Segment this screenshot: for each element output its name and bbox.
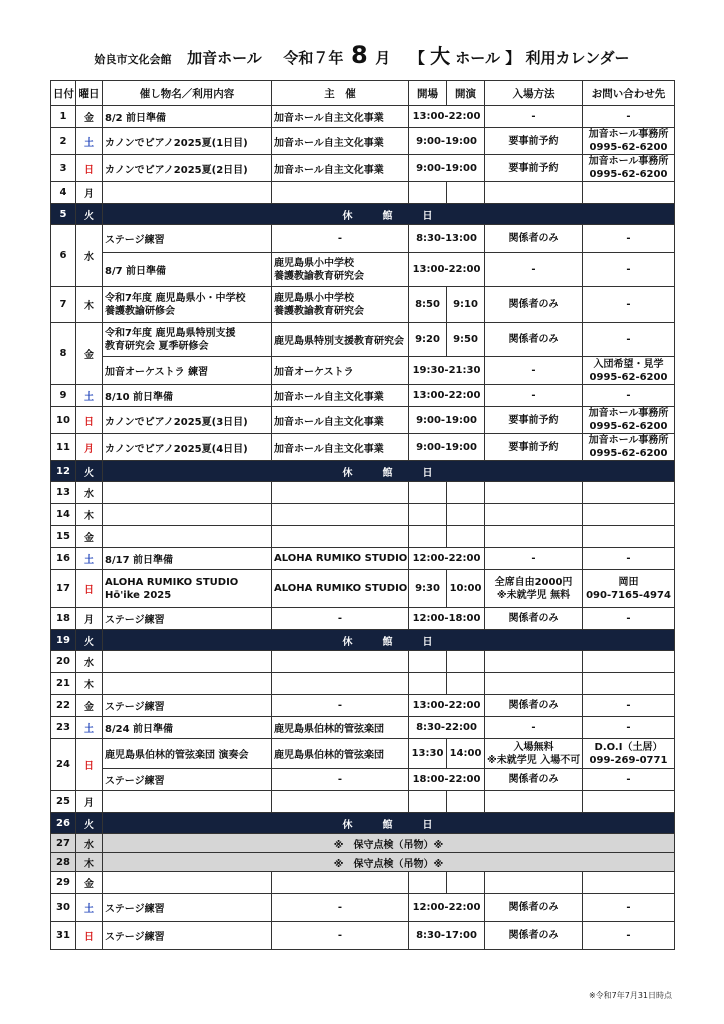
closed-label-char: 館: [382, 467, 395, 479]
admission: 関係者のみ: [485, 608, 583, 630]
event-name: [103, 182, 272, 204]
table-row: [51, 739, 675, 769]
title-calendar: 利用カレンダー: [525, 49, 630, 67]
title-hall-type: [409, 44, 630, 68]
event-name: 8/17 前日準備: [103, 548, 272, 570]
header-start: 開演: [447, 81, 485, 106]
contact: -: [583, 695, 675, 717]
host-name: 加音ホール自主文化事業: [272, 407, 409, 434]
time-range: 13:00-22:00: [409, 253, 485, 287]
table-row: [51, 695, 675, 717]
event-name: 令和7年度 鹿児島県小・中学校 養護教諭研修会: [103, 287, 272, 323]
event-name: ステージ練習: [103, 608, 272, 630]
start-time: [447, 504, 485, 526]
weekday: 火: [76, 813, 103, 834]
weekday: 土: [76, 894, 103, 922]
contact: [583, 526, 675, 548]
event-name: ステージ練習: [103, 225, 272, 253]
title-bracket-close: 】: [505, 49, 521, 67]
time-range: 13:00-22:00: [409, 695, 485, 717]
event-name: 8/7 前日準備: [103, 253, 272, 287]
weekday: 金: [76, 323, 103, 385]
closed-day-row: [51, 630, 675, 651]
host-name: 加音ホール自主文化事業: [272, 434, 409, 461]
day-number: 18: [51, 608, 76, 630]
contact: -: [583, 253, 675, 287]
weekday: 水: [76, 834, 103, 853]
table-row: [51, 769, 675, 791]
title-bracket-open: 【: [409, 49, 425, 67]
weekday: 日: [76, 739, 103, 791]
host-name: -: [272, 769, 409, 791]
contact: 加音ホール事務所 0995-62-6200: [583, 155, 675, 182]
contact: -: [583, 323, 675, 357]
admission: 関係者のみ: [485, 695, 583, 717]
table-row: [51, 673, 675, 695]
host-name: 加音ホール自主文化事業: [272, 155, 409, 182]
admission: 関係者のみ: [485, 922, 583, 950]
day-number: 23: [51, 717, 76, 739]
header-admission: 入場方法: [485, 81, 583, 106]
start-time: [447, 526, 485, 548]
day-number: 14: [51, 504, 76, 526]
event-name: ALOHA RUMIKO STUDIO Hō'ike 2025: [103, 570, 272, 608]
admission: 全席自由2000円 ※未就学児 無料: [485, 570, 583, 608]
time-range: 9:00-19:00: [409, 407, 485, 434]
closed-day-row: [51, 813, 675, 834]
event-name: ステージ練習: [103, 922, 272, 950]
table-row: [51, 651, 675, 673]
open-time: [409, 526, 447, 548]
time-range: 9:00-19:00: [409, 434, 485, 461]
table-row: [51, 922, 675, 950]
time-range: 19:30-21:30: [409, 357, 485, 385]
header-contact: お問い合わせ先: [583, 81, 675, 106]
admission: [485, 791, 583, 813]
start-time: [447, 651, 485, 673]
closed-label: [103, 813, 675, 834]
event-name: ステージ練習: [103, 894, 272, 922]
table-row: [51, 482, 675, 504]
admission: -: [485, 357, 583, 385]
calendar-body: [51, 106, 675, 950]
event-name: [103, 526, 272, 548]
contact: [583, 791, 675, 813]
header-host: 主 催: [272, 81, 409, 106]
admission: 要事前予約: [485, 434, 583, 461]
contact: -: [583, 894, 675, 922]
admission: -: [485, 548, 583, 570]
admission: 関係者のみ: [485, 225, 583, 253]
open-time: [409, 482, 447, 504]
table-row: [51, 182, 675, 204]
maintenance-label: ※ 保守点検（吊物）※: [103, 834, 675, 853]
admission: [485, 651, 583, 673]
weekday: 金: [76, 106, 103, 128]
event-name: 8/24 前日準備: [103, 717, 272, 739]
day-number: 29: [51, 872, 76, 894]
weekday: 木: [76, 673, 103, 695]
weekday: 月: [76, 608, 103, 630]
maintenance-row: [51, 834, 675, 853]
admission: 関係者のみ: [485, 323, 583, 357]
event-name: [103, 872, 272, 894]
closed-label-char: 館: [382, 636, 395, 648]
header-day: 日付: [51, 81, 76, 106]
admission: -: [485, 253, 583, 287]
table-row: [51, 872, 675, 894]
header-event: 催し物名／利用内容: [103, 81, 272, 106]
title-org: 姶良市文化会館: [94, 53, 172, 66]
host-name: [272, 651, 409, 673]
day-number: 12: [51, 461, 76, 482]
host-name: [272, 504, 409, 526]
closed-label-char: 館: [382, 210, 395, 222]
day-number: 2: [51, 128, 76, 155]
day-number: 13: [51, 482, 76, 504]
event-name: [103, 504, 272, 526]
event-name: [103, 651, 272, 673]
table-row: [51, 385, 675, 407]
weekday: 火: [76, 461, 103, 482]
table-row: [51, 128, 675, 155]
closed-label-char: 日: [422, 210, 435, 222]
closed-label-char: 館: [382, 819, 395, 831]
host-name: 鹿児島県小中学校 養護教諭教育研究会: [272, 287, 409, 323]
day-number: 9: [51, 385, 76, 407]
closed-label-char: 休: [342, 210, 355, 222]
open-time: [409, 791, 447, 813]
start-time: [447, 182, 485, 204]
closed-label-char: 休: [342, 819, 355, 831]
weekday: 土: [76, 717, 103, 739]
host-name: -: [272, 225, 409, 253]
time-range: 13:00-22:00: [409, 106, 485, 128]
admission: [485, 526, 583, 548]
table-row: [51, 155, 675, 182]
time-range: 13:00-22:00: [409, 385, 485, 407]
open-time: 8:50: [409, 287, 447, 323]
open-time: [409, 182, 447, 204]
day-number: 1: [51, 106, 76, 128]
start-time: 14:00: [447, 739, 485, 769]
admission: 入場無料 ※未就学児 入場不可: [485, 739, 583, 769]
day-number: 4: [51, 182, 76, 204]
day-number: 26: [51, 813, 76, 834]
day-number: 22: [51, 695, 76, 717]
time-range: 18:00-22:00: [409, 769, 485, 791]
time-range: 9:00-19:00: [409, 155, 485, 182]
weekday: 土: [76, 128, 103, 155]
weekday: 日: [76, 407, 103, 434]
table-row: [51, 225, 675, 253]
host-name: ALOHA RUMIKO STUDIO: [272, 570, 409, 608]
day-number: 15: [51, 526, 76, 548]
title-hall: 加音ホール: [187, 49, 262, 67]
contact: 加音ホール事務所 0995-62-6200: [583, 434, 675, 461]
time-range: 12:00-22:00: [409, 548, 485, 570]
day-number: 30: [51, 894, 76, 922]
footnote: ※令和7年7月31日時点: [588, 991, 672, 1000]
event-name: カノンでピアノ2025夏(1日目): [103, 128, 272, 155]
table-row: [51, 526, 675, 548]
closed-label-char: 日: [422, 819, 435, 831]
table-row: [51, 608, 675, 630]
contact: 入団希望・見学 0995-62-6200: [583, 357, 675, 385]
host-name: [272, 526, 409, 548]
host-name: 加音ホール自主文化事業: [272, 128, 409, 155]
table-row: [51, 717, 675, 739]
day-number: 10: [51, 407, 76, 434]
time-range: 8:30-22:00: [409, 717, 485, 739]
weekday: 日: [76, 922, 103, 950]
host-name: 加音オーケストラ: [272, 357, 409, 385]
table-row: [51, 894, 675, 922]
weekday: 月: [76, 791, 103, 813]
day-number: 19: [51, 630, 76, 651]
host-name: -: [272, 608, 409, 630]
day-number: 8: [51, 323, 76, 385]
admission: [485, 673, 583, 695]
time-range: 8:30-13:00: [409, 225, 485, 253]
host-name: [272, 673, 409, 695]
title-month-suffix: 月: [375, 49, 391, 67]
host-name: 加音ホール自主文化事業: [272, 385, 409, 407]
closed-label: [103, 461, 675, 482]
event-name: ステージ練習: [103, 695, 272, 717]
admission: 関係者のみ: [485, 287, 583, 323]
event-name: 令和7年度 鹿児島県特別支援 教育研究会 夏季研修会: [103, 323, 272, 357]
start-time: [447, 791, 485, 813]
admission: -: [485, 717, 583, 739]
contact: [583, 651, 675, 673]
day-number: 7: [51, 287, 76, 323]
header-weekday: 曜日: [76, 81, 103, 106]
weekday: 木: [76, 853, 103, 872]
closed-label: [103, 630, 675, 651]
closed-label-char: 日: [422, 467, 435, 479]
open-time: [409, 651, 447, 673]
contact: -: [583, 608, 675, 630]
time-range: 12:00-18:00: [409, 608, 485, 630]
day-number: 11: [51, 434, 76, 461]
title-era: 令和７年: [283, 49, 344, 67]
contact: -: [583, 106, 675, 128]
admission: 要事前予約: [485, 128, 583, 155]
weekday: 木: [76, 287, 103, 323]
closed-label-char: 休: [342, 636, 355, 648]
event-name: [103, 791, 272, 813]
contact: D.O.I（土居） 099-269-0771: [583, 739, 675, 769]
contact: [583, 872, 675, 894]
start-time: 9:10: [447, 287, 485, 323]
event-name: カノンでピアノ2025夏(4日目): [103, 434, 272, 461]
day-number: 17: [51, 570, 76, 608]
host-name: 加音ホール自主文化事業: [272, 106, 409, 128]
weekday: 月: [76, 434, 103, 461]
weekday: 水: [76, 225, 103, 287]
host-name: 鹿児島県伯林的管弦楽団: [272, 717, 409, 739]
contact: -: [583, 287, 675, 323]
admission: [485, 504, 583, 526]
contact: -: [583, 548, 675, 570]
weekday: 木: [76, 504, 103, 526]
host-name: -: [272, 695, 409, 717]
contact: -: [583, 385, 675, 407]
table-row: [51, 287, 675, 323]
event-name: [103, 482, 272, 504]
day-number: 5: [51, 204, 76, 225]
host-name: [272, 872, 409, 894]
admission: 要事前予約: [485, 407, 583, 434]
time-range: 8:30-17:00: [409, 922, 485, 950]
day-number: 16: [51, 548, 76, 570]
admission: [485, 872, 583, 894]
table-row: [51, 570, 675, 608]
host-name: [272, 182, 409, 204]
host-name: [272, 791, 409, 813]
weekday: 火: [76, 204, 103, 225]
closed-label-char: 日: [422, 636, 435, 648]
weekday: 土: [76, 548, 103, 570]
title-dai: 大: [430, 44, 451, 68]
event-name: 鹿児島県伯林的管弦楽団 演奏会: [103, 739, 272, 769]
contact: -: [583, 717, 675, 739]
event-name: ステージ練習: [103, 769, 272, 791]
host-name: [272, 482, 409, 504]
event-name: [103, 673, 272, 695]
weekday: 水: [76, 482, 103, 504]
table-row: [51, 323, 675, 357]
start-time: 9:50: [447, 323, 485, 357]
start-time: [447, 482, 485, 504]
day-number: 27: [51, 834, 76, 853]
day-number: 21: [51, 673, 76, 695]
table-row: [51, 357, 675, 385]
time-range: 9:00-19:00: [409, 128, 485, 155]
event-name: 8/2 前日準備: [103, 106, 272, 128]
host-name: ALOHA RUMIKO STUDIO: [272, 548, 409, 570]
weekday: 土: [76, 385, 103, 407]
contact: 加音ホール事務所 0995-62-6200: [583, 128, 675, 155]
table-row: [51, 791, 675, 813]
open-time: 13:30: [409, 739, 447, 769]
day-number: 25: [51, 791, 76, 813]
day-number: 28: [51, 853, 76, 872]
table-row: [51, 106, 675, 128]
event-name: 加音オーケストラ 練習: [103, 357, 272, 385]
weekday: 金: [76, 526, 103, 548]
day-number: 31: [51, 922, 76, 950]
table-row: [51, 253, 675, 287]
page-title: [0, 40, 724, 69]
open-time: 9:20: [409, 323, 447, 357]
closed-day-row: [51, 461, 675, 482]
weekday: 金: [76, 872, 103, 894]
host-name: -: [272, 894, 409, 922]
admission: [485, 482, 583, 504]
start-time: 10:00: [447, 570, 485, 608]
event-name: カノンでピアノ2025夏(2日目): [103, 155, 272, 182]
admission: 要事前予約: [485, 155, 583, 182]
contact: [583, 504, 675, 526]
table-row: [51, 504, 675, 526]
closed-label: [103, 204, 675, 225]
day-number: 20: [51, 651, 76, 673]
contact: -: [583, 225, 675, 253]
admission: -: [485, 385, 583, 407]
event-name: カノンでピアノ2025夏(3日目): [103, 407, 272, 434]
calendar-table: [50, 80, 675, 950]
weekday: 金: [76, 695, 103, 717]
host-name: 鹿児島県特別支援教育研究会: [272, 323, 409, 357]
table-row: [51, 407, 675, 434]
start-time: [447, 872, 485, 894]
contact: -: [583, 769, 675, 791]
contact: 加音ホール事務所 0995-62-6200: [583, 407, 675, 434]
host-name: 鹿児島県伯林的管弦楽団: [272, 739, 409, 769]
admission: 関係者のみ: [485, 894, 583, 922]
admission: [485, 182, 583, 204]
weekday: 日: [76, 155, 103, 182]
weekday: 月: [76, 182, 103, 204]
admission: 関係者のみ: [485, 769, 583, 791]
weekday: 日: [76, 570, 103, 608]
closed-label-char: 休: [342, 467, 355, 479]
open-time: [409, 504, 447, 526]
contact: 岡田 090-7165-4974: [583, 570, 675, 608]
start-time: [447, 673, 485, 695]
header-row: [51, 81, 675, 106]
time-range: 12:00-22:00: [409, 894, 485, 922]
header-open: 開場: [409, 81, 447, 106]
weekday: 火: [76, 630, 103, 651]
contact: [583, 182, 675, 204]
weekday: 水: [76, 651, 103, 673]
open-time: [409, 872, 447, 894]
day-number: 24: [51, 739, 76, 791]
day-number: 3: [51, 155, 76, 182]
contact: [583, 673, 675, 695]
maintenance-label: ※ 保守点検（吊物）※: [103, 853, 675, 872]
admission: -: [485, 106, 583, 128]
closed-day-row: [51, 204, 675, 225]
title-hall-type-label: ホール: [455, 49, 500, 67]
open-time: 9:30: [409, 570, 447, 608]
title-month: 8: [350, 41, 368, 69]
host-name: -: [272, 922, 409, 950]
table-row: [51, 434, 675, 461]
contact: -: [583, 922, 675, 950]
open-time: [409, 673, 447, 695]
event-name: 8/10 前日準備: [103, 385, 272, 407]
table-row: [51, 548, 675, 570]
host-name: 鹿児島県小中学校 養護教諭教育研究会: [272, 253, 409, 287]
day-number: 6: [51, 225, 76, 287]
maintenance-row: [51, 853, 675, 872]
contact: [583, 482, 675, 504]
